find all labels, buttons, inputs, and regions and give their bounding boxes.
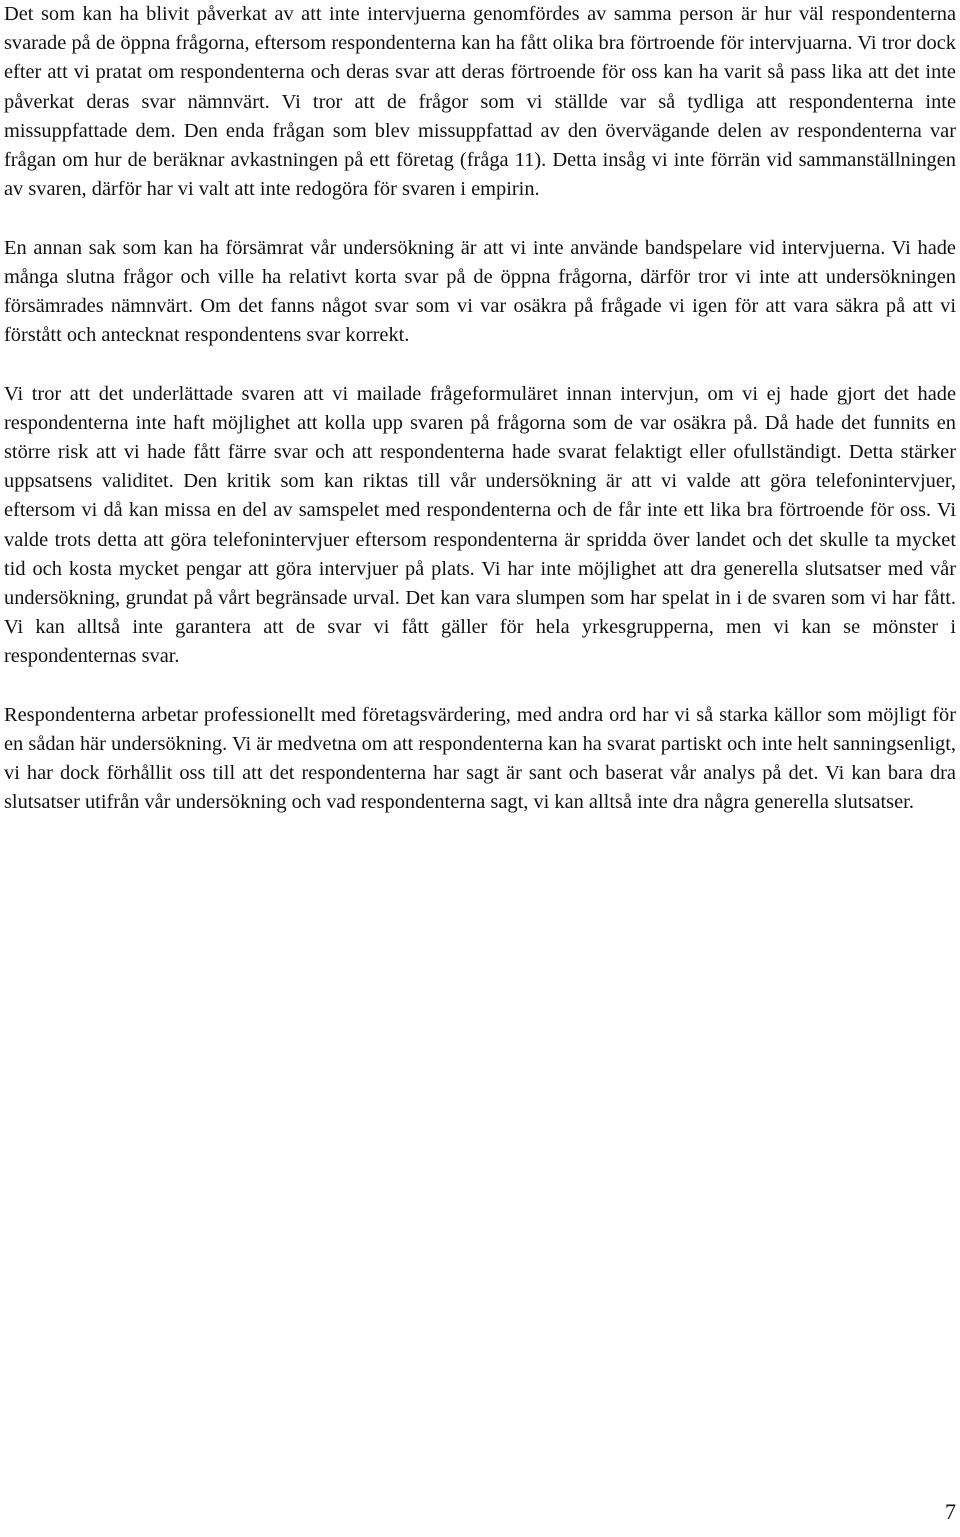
paragraph-emailed-questionnaire: Vi tror att det underlättade svaren att vi mailade frågeformuläret innan intervjun, om vi ej hade gjort det hade respondenterna inte haft möjlighet att kolla upp svaren på frågorna som de var osäkra på. Då hade det funnits en större risk att vi hade fått färre svar och att respondenterna hade svarat felaktigt eller ofullständigt. Detta stärker uppsatsens validitet. Den kritik som kan riktas till vår undersökning är att vi valde att göra telefonintervjuer, eftersom vi då kan missa en del av samspelet med respondenterna och de får inte ett lika bra förtroende för oss. Vi valde trots detta att göra telefonintervjuer eftersom respondenterna är spridda över landet och det skulle ta mycket tid och kosta mycket pengar att göra intervjuer på plats. Vi har inte möjlighet att dra generella slutsatser med vår undersökning, grundat på vårt begränsade urval. Det kan vara slumpen som har spelat in i de svaren som vi har fått. Vi kan alltså inte garantera att de svar vi fått gäller för hela yrkesgrupperna, men vi kan se mönster i respondenternas svar. <box>4 382 956 668</box>
paragraph-interviewer-trust: Det som kan ha blivit påverkat av att inte intervjuerna genomfördes av samma person är hur väl respondenterna svarade på de öppna frågorna, eftersom respondenterna kan ha fått olika bra förtroende för intervjuarna. Vi tror dock efter att vi pratat om respondenterna och deras svar att deras förtroende för oss kan ha varit så pass lika att det inte påverkat deras svar nämnvärt. Vi tror att de frågor som vi ställde var så tydliga att respondenterna inte missuppfattade dem. Den enda frågan som blev missuppfattad av den övervägande delen av respondenterna var frågan om hur de beräknar avkastningen på ett företag (fråga 11). Detta insåg vi inte förrän vid sammanställningen av svaren, därför har vi valt att inte redogöra för svaren i empirin. <box>4 3 956 201</box>
paragraph-no-tape-recorder: En annan sak som kan ha försämrat vår undersökning är att vi inte använde bandspelare vid intervjuerna. Vi hade många slutna frågor och ville ha relativt korta svar på de öppna frågorna, därför tror vi inte att undersökningen försämrades nämnvärt. Om det fanns något svar som vi var osäkra på frågade vi igen för att vara säkra på att vi förstått och antecknat respondentens svar korrekt. <box>4 236 956 347</box>
paragraph-respondent-sources: Respondenterna arbetar professionellt med företagsvärdering, med andra ord har vi så starka källor som möjligt för en sådan här undersökning. Vi är medvetna om att respondenterna kan ha svarat partiskt och inte helt sanningsenligt, vi har dock förhållit oss till att det respondenterna har sagt är sant och baserat vår analys på det. Vi kan bara dra slutsatser utifrån vår undersökning och vad respondenterna sagt, vi kan alltså inte dra några generella slutsatser. <box>4 703 956 814</box>
document-body <box>4 0 956 847</box>
page-number: 7 <box>945 1499 956 1524</box>
